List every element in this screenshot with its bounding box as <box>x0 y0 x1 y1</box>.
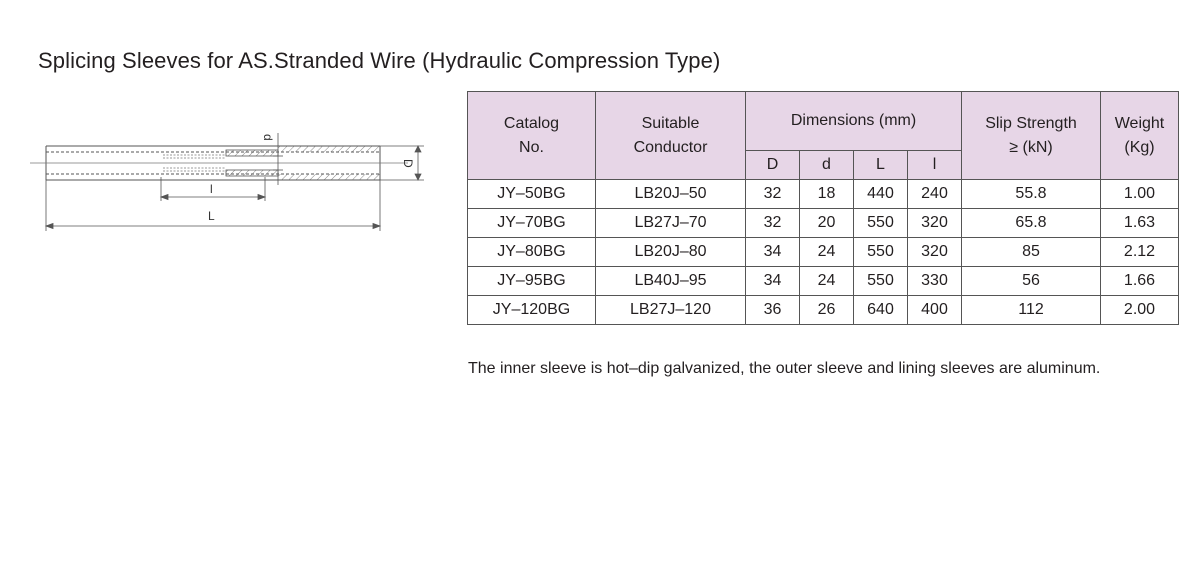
header-weight-line2: (Kg) <box>1124 138 1155 156</box>
cell-L: 550 <box>854 209 908 238</box>
cell-l: 320 <box>908 238 962 267</box>
header-dim-l: l <box>908 151 962 180</box>
header-catalog <box>468 92 596 180</box>
cell-slip-strength: 56 <box>962 267 1101 296</box>
material-note: The inner sleeve is hot–dip galvanized, the outer sleeve and lining sleeves are aluminum. <box>468 360 1101 377</box>
cell-conductor: LB27J–70 <box>596 209 746 238</box>
header-dim-d: d <box>800 151 854 180</box>
cell-L: 550 <box>854 267 908 296</box>
cell-d: 18 <box>800 180 854 209</box>
dim-L-label: L <box>208 209 215 223</box>
cell-D: 32 <box>746 180 800 209</box>
header-catalog-line1: Catalog <box>503 114 560 132</box>
cell-slip-strength: 55.8 <box>962 180 1101 209</box>
dim-D-label: D <box>401 159 415 168</box>
cell-l: 330 <box>908 267 962 296</box>
sleeve-drawing <box>28 115 438 245</box>
spec-table <box>467 91 1179 325</box>
cell-weight: 2.12 <box>1101 238 1179 267</box>
cell-conductor: LB20J–80 <box>596 238 746 267</box>
cell-l: 240 <box>908 180 962 209</box>
cell-l: 320 <box>908 209 962 238</box>
cell-slip-strength: 112 <box>962 296 1101 325</box>
cell-d: 20 <box>800 209 854 238</box>
cell-l: 400 <box>908 296 962 325</box>
table-row <box>468 180 1179 209</box>
page-title: Splicing Sleeves for AS.Stranded Wire (Hydraulic Compression Type) <box>38 48 721 73</box>
table-row <box>468 296 1179 325</box>
header-conductor-line2: Conductor <box>633 138 708 156</box>
header-slip-strength <box>962 92 1101 180</box>
cell-d: 24 <box>800 267 854 296</box>
header-conductor-line1: Suitable <box>641 114 700 132</box>
table-row <box>468 238 1179 267</box>
dim-d-label: d <box>261 134 275 141</box>
cell-L: 640 <box>854 296 908 325</box>
cell-d: 26 <box>800 296 854 325</box>
cell-conductor: LB40J–95 <box>596 267 746 296</box>
header-catalog-line2: No. <box>519 138 544 156</box>
table-row <box>468 267 1179 296</box>
header-conductor <box>596 92 746 180</box>
cell-weight: 1.63 <box>1101 209 1179 238</box>
cell-slip-strength: 65.8 <box>962 209 1101 238</box>
cell-D: 34 <box>746 267 800 296</box>
cell-catalog: JY–50BG <box>468 180 596 209</box>
dim-l-label: l <box>210 182 213 196</box>
cell-L: 550 <box>854 238 908 267</box>
header-dim-D: D <box>746 151 800 180</box>
cell-weight: 1.00 <box>1101 180 1179 209</box>
header-dimensions: Dimensions (mm) <box>746 92 962 151</box>
cell-d: 24 <box>800 238 854 267</box>
cell-catalog: JY–120BG <box>468 296 596 325</box>
dim-l <box>161 177 265 201</box>
header-weight <box>1101 92 1179 180</box>
header-slip-line1: Slip Strength <box>985 114 1077 132</box>
cell-D: 36 <box>746 296 800 325</box>
cell-catalog: JY–70BG <box>468 209 596 238</box>
cell-D: 32 <box>746 209 800 238</box>
cell-catalog: JY–80BG <box>468 238 596 267</box>
dim-L <box>46 180 380 231</box>
header-slip-line2: ≥ (kN) <box>1009 138 1053 156</box>
cell-conductor: LB27J–120 <box>596 296 746 325</box>
cell-L: 440 <box>854 180 908 209</box>
cell-catalog: JY–95BG <box>468 267 596 296</box>
cell-D: 34 <box>746 238 800 267</box>
cell-slip-strength: 85 <box>962 238 1101 267</box>
table-row <box>468 209 1179 238</box>
header-weight-line1: Weight <box>1114 114 1165 132</box>
cell-conductor: LB20J–50 <box>596 180 746 209</box>
header-dim-L: L <box>854 151 908 180</box>
cell-weight: 1.66 <box>1101 267 1179 296</box>
cell-weight: 2.00 <box>1101 296 1179 325</box>
